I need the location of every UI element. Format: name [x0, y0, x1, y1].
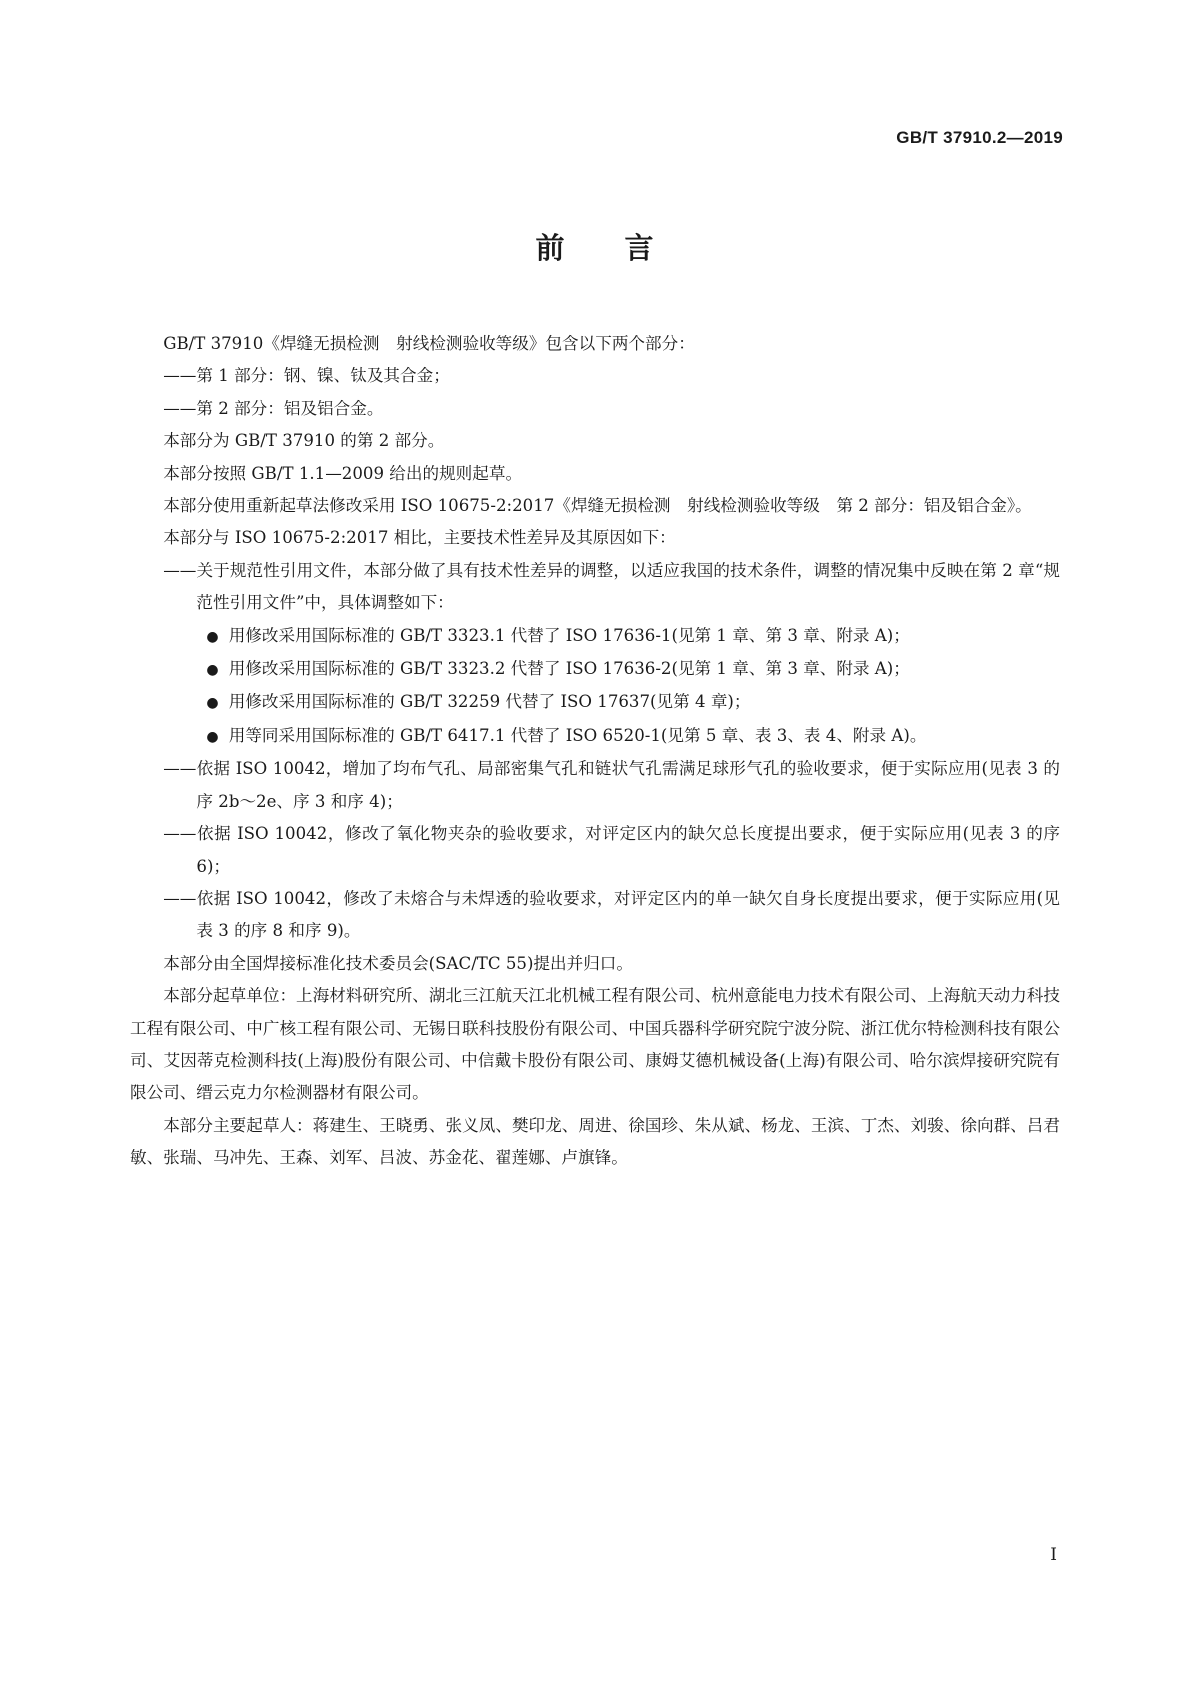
difference-item-porosity: ——依据 ISO 10042，增加了均布气孔、局部密集气孔和链状气孔需满足球形气孔的验收要求，便于实际应用(见表 3 的序 2b～2e、序 3 和序 4)； — [163, 759, 1060, 811]
bullet-dot-icon: ● — [206, 662, 219, 679]
difference-item-oxide: ——依据 ISO 10042，修改了氧化物夹杂的验收要求，对评定区内的缺欠总长度提出要求，便于实际应用(见表 3 的序 6)； — [163, 824, 1060, 876]
paragraph-proposer: 本部分由全国焊接标准化技术委员会(SAC/TC 55)提出并归口。 — [163, 953, 633, 973]
paragraph-series-intro: GB/T 37910《焊缝无损检测 射线检测验收等级》包含以下两个部分： — [163, 334, 695, 353]
series-part-1: ——第 1 部分：钢、镍、钛及其合金； — [163, 366, 450, 386]
bullet-item: ● 用修改采用国际标准的 GB/T 3323.2 代替了 ISO 17636-2(见第 1 章、第 3 章、附录 A)； — [130, 653, 1060, 686]
bullet-dot-icon: ● — [206, 728, 219, 745]
difference-item-fusion: ——依据 ISO 10042，修改了未熔合与未焊透的验收要求，对评定区内的单一缺欠自身长度提出要求，便于实际应用(见表 3 的序 8 和序 9)。 — [163, 888, 1060, 941]
title-char-1: 前 — [535, 231, 567, 265]
page-number: I — [1050, 1545, 1057, 1565]
bullet-dot-icon: ● — [206, 695, 219, 712]
difference-item-references: ——关于规范性引用文件，本部分做了具有技术性差异的调整，以适应我国的技术条件，调整的情况集中反映在第 2 章“规范性引用文件”中，具体调整如下： — [163, 560, 1060, 613]
paragraph-part-scope: 本部分为 GB/T 37910 的第 2 部分。 — [163, 431, 445, 451]
bullet-item: ● 用修改采用国际标准的 GB/T 3323.1 代替了 ISO 17636-1(见第 1 章、第 3 章、附录 A)； — [130, 620, 1060, 653]
standard-code: GB/T 37910.2—2019 — [896, 128, 1063, 147]
paragraph-drafters: 本部分主要起草人：蒋建生、王晓勇、张义凤、樊印龙、周进、徐国珍、朱从斌、杨龙、王滨、丁杰、刘骏、徐向群、吕君敏、张瑞、马冲先、王森、刘军、吕波、苏金花、翟莲娜、卢旗锋。 — [130, 1115, 1060, 1168]
bullet-item: ● 用修改采用国际标准的 GB/T 32259 代替了 ISO 17637(见第 4 章)； — [130, 686, 1060, 719]
paragraph-drafting-rules: 本部分按照 GB/T 1.1—2009 给出的规则起草。 — [163, 463, 523, 483]
bullet-item: ● 用等同采用国际标准的 GB/T 6417.1 代替了 ISO 6520-1(见第 5 章、表 3、表 4、附录 A)。 — [130, 720, 1060, 753]
paragraph-differences-intro: 本部分与 ISO 10675-2:2017 相比，主要技术性差异及其原因如下： — [163, 528, 676, 548]
series-part-2: ——第 2 部分：铝及铝合金。 — [163, 398, 384, 418]
title-char-2: 言 — [624, 231, 656, 265]
page-title — [0, 226, 1191, 267]
foreword-body — [130, 328, 1060, 1175]
paragraph-adoption: 本部分使用重新起草法修改采用 ISO 10675-2:2017《焊缝无损检测 射线检测验收等级 第 2 部分：铝及铝合金》。 — [163, 496, 1032, 516]
bullet-dot-icon: ● — [206, 628, 219, 645]
paragraph-drafting-units: 本部分起草单位：上海材料研究所、湖北三江航天江北机械工程有限公司、杭州意能电力技术有限公司、上海航天动力科技工程有限公司、中广核工程有限公司、无锡日联科技股份有限公司、中国兵器科学研究院宁波分院、浙江优尔特检测科技有限公司、艾因蒂克检测科技(上海)股份有限公司、中信戴卡股份有限公司、康姆艾德机械设备(上海)有限公司、哈尔滨焊接研究院有限公司、缙云克力尔检测器材有限公司。 — [130, 986, 1060, 1103]
